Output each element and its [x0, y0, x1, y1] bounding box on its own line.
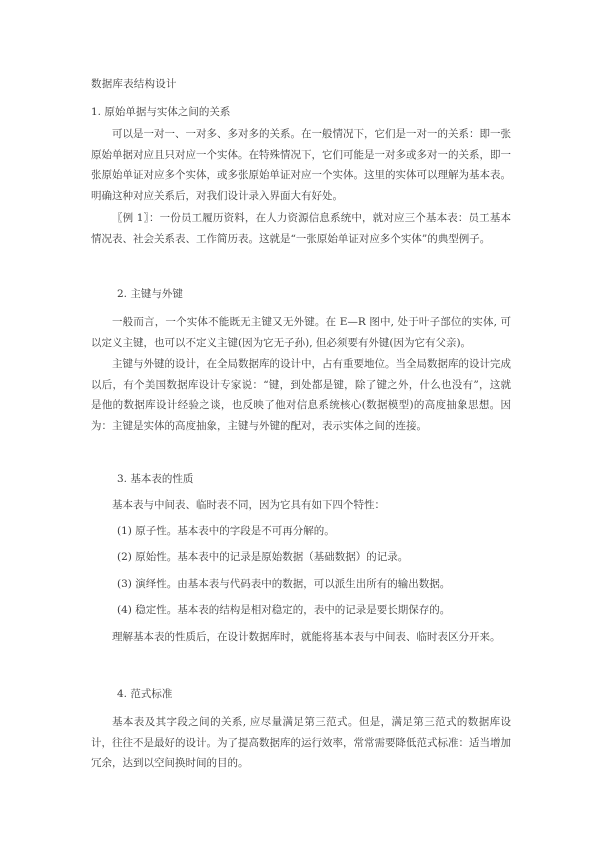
document-title: 数据库表结构设计: [91, 78, 177, 90]
section-2-paragraph-2: 主键与外键的设计，在全局数据库的设计中，占有重要地位。当全局数据库的设计完成以后，有个美国数据库设计专家说：“键，到处都是键，除了键之外，什么也没有”，这就是他的数据库设计经验之谈，也反映了他对信息系统核心(数据模型)的高度抽象思想。因为：主键是实体的高度抽象，主键与外键的配对，表示实体之间的连接。: [91, 358, 511, 432]
section-3-outro: 理解基本表的性质后，在设计数据库时，就能将基本表与中间表、临时表区分开来。: [112, 631, 501, 643]
section-4-heading: 4. 范式标准: [117, 688, 173, 700]
property-item-originality: (2) 原始性。基本表中的记录是原始数据（基础数据）的记录。: [117, 551, 409, 563]
property-item-atomicity: (1) 原子性。基本表中的字段是不可再分解的。: [117, 525, 335, 537]
section-1-heading: 1. 原始单据与实体之间的关系: [91, 106, 231, 118]
property-item-stability: (4) 稳定性。基本表的结构是相对稳定的，表中的记录是要长期保存的。: [117, 604, 451, 616]
section-3-heading: 3. 基本表的性质: [117, 473, 194, 485]
section-2-heading: 2. 主键与外键: [117, 288, 183, 300]
section-1-paragraph-2: 〖例 1〗：一份员工履历资料，在人力资源信息系统中，就对应三个基本表：员工基本情况表、社会关系表、工作简历表。这就是“一张原始单证对应多个实体”的典型例子。: [91, 212, 511, 245]
section-4-paragraph-1: 基本表及其字段之间的关系, 应尽量满足第三范式。但是，满足第三范式的数据库设计，往往不是最好的设计。为了提高数据库的运行效率，常常需要降低范式标准：适当增加冗余，达到以空间换时间的目的。: [91, 716, 511, 769]
property-item-deducibility: (3) 演绎性。由基本表与代码表中的数据，可以派生出所有的输出数据。: [117, 578, 451, 590]
section-3-intro: 基本表与中间表、临时表不同，因为它具有如下四个特性：: [112, 499, 385, 511]
section-2-paragraph-1: 一般而言，一个实体不能既无主键又无外键。在 E—R 图中, 处于叶子部位的实体, 可以定义主键，也可以不定义主键(因为它无子孙), 但必须要有外键(因为它有父亲)。: [91, 316, 511, 349]
section-1-paragraph-1: 可以是一对一、一对多、多对多的关系。在一般情况下，它们是一对一的关系：即一张原始单据对应且只对应一个实体。在特殊情况下，它们可能是一对多或多对一的关系，即一张原始单证对应多个实体，或多张原始单证对应一个实体。这里的实体可以理解为基本表。明确这种对应关系后，对我们设计录入界面大有好处。: [91, 128, 511, 202]
